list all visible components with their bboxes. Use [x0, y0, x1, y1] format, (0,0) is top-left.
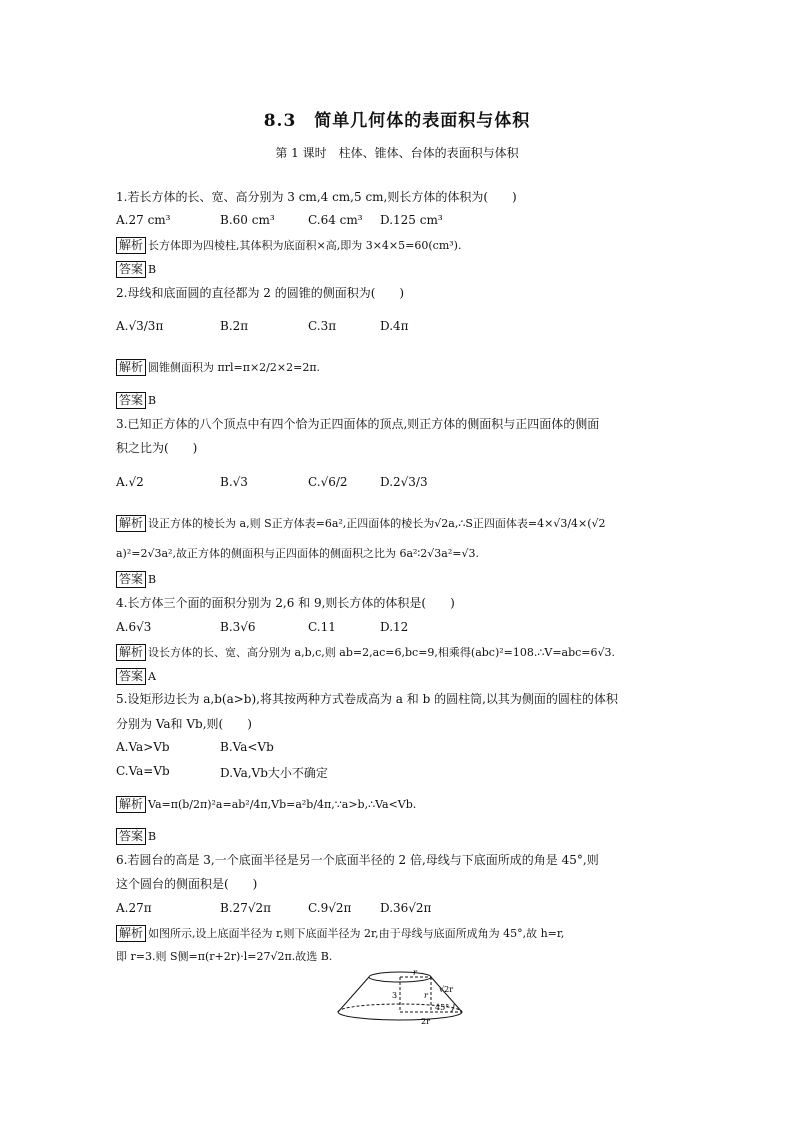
q6-option-b: B.27√2π	[220, 901, 272, 915]
q1-analysis: 长方体即为四棱柱,其体积为底面积×高,即为 3×4×5=60(cm³).	[148, 239, 462, 252]
q6-analysis-line1: 如图所示,设上底面半径为 r,则下底面半径为 2r,由于母线与底面所成角为 45°,故 h=r,	[148, 927, 565, 940]
q4-answer-row	[116, 668, 156, 685]
label-slant: √2r	[439, 985, 454, 994]
q3-stem-line1: 3.已知正方体的八个顶点中有四个恰为正四面体的顶点,则正方体的侧面积与正四面体的侧面	[116, 417, 600, 431]
q2-analysis-row	[116, 359, 320, 376]
q5-analysis-row	[116, 796, 416, 813]
q6-option-c: C.9√2π	[308, 901, 352, 915]
q3-option-d: D.2√3/3	[380, 475, 428, 489]
q1-answer: B	[148, 263, 157, 276]
page-subtitle: 第 1 课时 柱体、锥体、台体的表面积与体积	[275, 146, 519, 160]
analysis-label: 解析	[116, 796, 146, 813]
q5-answer: B	[148, 830, 157, 843]
answer-label: 答案	[116, 828, 146, 845]
q4-option-a: A.6√3	[116, 620, 152, 634]
q3-stem-line2: 积之比为( )	[116, 441, 198, 455]
q1-options	[116, 213, 716, 229]
q3-analysis-row1	[116, 515, 606, 532]
q6-stem-line2: 这个圆台的侧面积是( )	[116, 877, 258, 891]
q2-answer: B	[148, 394, 157, 407]
q6-option-d: D.36√2π	[380, 901, 432, 915]
analysis-label: 解析	[116, 237, 146, 254]
q6-options	[116, 901, 716, 917]
q6-analysis-line2: 即 r=3.则 S侧=π(r+2r)·l=27√2π.故选 B.	[116, 950, 333, 963]
q5-stem-line1: 5.设矩形边长为 a,b(a>b),将其按两种方式卷成高为 a 和 b 的圆柱筒,以其为侧面的圆柱的体积	[116, 692, 618, 706]
frustum-bottom-front-arc	[338, 1012, 462, 1020]
q3-option-b: B.√3	[220, 475, 248, 489]
q1-answer-row	[116, 261, 156, 278]
frustum-figure	[335, 968, 465, 1030]
q3-analysis-line2: a)²=2√3a²,故正方体的侧面积与正四面体的侧面积之比为 6a²∶2√3a²=√3.	[116, 547, 479, 560]
q4-analysis: 设长方体的长、宽、高分别为 a,b,c,则 ab=2,ac=6,bc=9,相乘得(abc)²=108.∴V=abc=6√3.	[148, 646, 616, 659]
q5-analysis: Va=π(b/2π)²a=ab²/4π,Vb=a²b/4π,∵a>b,∴Va<Vb.	[148, 798, 417, 811]
answer-label: 答案	[116, 392, 146, 409]
q6-option-a: A.27π	[116, 901, 152, 915]
q1-option-c: C.64 cm³	[308, 213, 363, 227]
q1-option-b: B.60 cm³	[220, 213, 275, 227]
analysis-label: 解析	[116, 925, 146, 942]
label-top-radius: r	[413, 968, 417, 977]
q5-options-row2	[116, 764, 716, 780]
q4-option-b: B.3√6	[220, 620, 256, 634]
q2-stem: 2.母线和底面圆的直径都为 2 的圆锥的侧面积为( )	[116, 286, 405, 300]
q4-option-c: C.11	[308, 620, 336, 634]
answer-label: 答案	[116, 261, 146, 278]
q6-analysis-row1	[116, 925, 564, 942]
q4-options	[116, 620, 716, 636]
q2-option-b: B.2π	[220, 319, 249, 333]
answer-label: 答案	[116, 668, 146, 685]
q5-answer-row	[116, 828, 156, 845]
q5-option-b: B.Va<Vb	[220, 740, 274, 754]
q6-stem-line1: 6.若圆台的高是 3,一个底面半径是另一个底面半径的 2 倍,母线与下底面所成的角是 45°,则	[116, 853, 599, 867]
label-angle: 45°	[435, 1003, 450, 1012]
q4-option-d: D.12	[380, 620, 409, 634]
q2-analysis: 圆锥侧面积为 πrl=π×2/2×2=2π.	[148, 361, 321, 374]
answer-label: 答案	[116, 571, 146, 588]
q5-options-row1	[116, 740, 716, 756]
q2-options	[116, 319, 716, 335]
q4-stem: 4.长方体三个面的面积分别为 2,6 和 9,则长方体的体积是( )	[116, 596, 455, 610]
q4-answer: A	[148, 670, 156, 683]
q2-answer-row	[116, 392, 156, 409]
q2-option-a: A.√3/3π	[116, 319, 164, 333]
analysis-label: 解析	[116, 515, 146, 532]
q1-option-a: A.27 cm³	[116, 213, 171, 227]
label-bottom-radius: 2r	[421, 1017, 430, 1026]
page-title: 8.3 简单几何体的表面积与体积	[263, 111, 531, 131]
q1-option-d: D.125 cm³	[380, 213, 443, 227]
q4-analysis-row	[116, 644, 615, 661]
analysis-label: 解析	[116, 644, 146, 661]
q3-option-c: C.√6/2	[308, 475, 348, 489]
label-height-r: r	[424, 991, 428, 1000]
q5-stem-line2: 分别为 Va和 Vb,则( )	[116, 717, 252, 731]
q5-option-a: A.Va>Vb	[116, 740, 170, 754]
q2-option-d: D.4π	[380, 319, 409, 333]
q3-option-a: A.√2	[116, 475, 144, 489]
q1-stem: 1.若长方体的长、宽、高分别为 3 cm,4 cm,5 cm,则长方体的体积为( )	[116, 190, 517, 204]
q3-analysis-line1: 设正方体的棱长为 a,则 S正方体表=6a²,正四面体的棱长为√2a,∴S正四面体表=4×√3/4×(√2	[148, 517, 606, 530]
analysis-label: 解析	[116, 359, 146, 376]
q3-options	[116, 475, 716, 491]
q5-option-c: C.Va=Vb	[116, 764, 170, 778]
q2-option-c: C.3π	[308, 319, 337, 333]
q5-option-d: D.Va,Vb大小不确定	[220, 766, 328, 780]
q3-answer-row	[116, 571, 156, 588]
label-height: 3	[392, 991, 398, 1000]
q3-answer: B	[148, 573, 157, 586]
q1-analysis-row	[116, 237, 461, 254]
